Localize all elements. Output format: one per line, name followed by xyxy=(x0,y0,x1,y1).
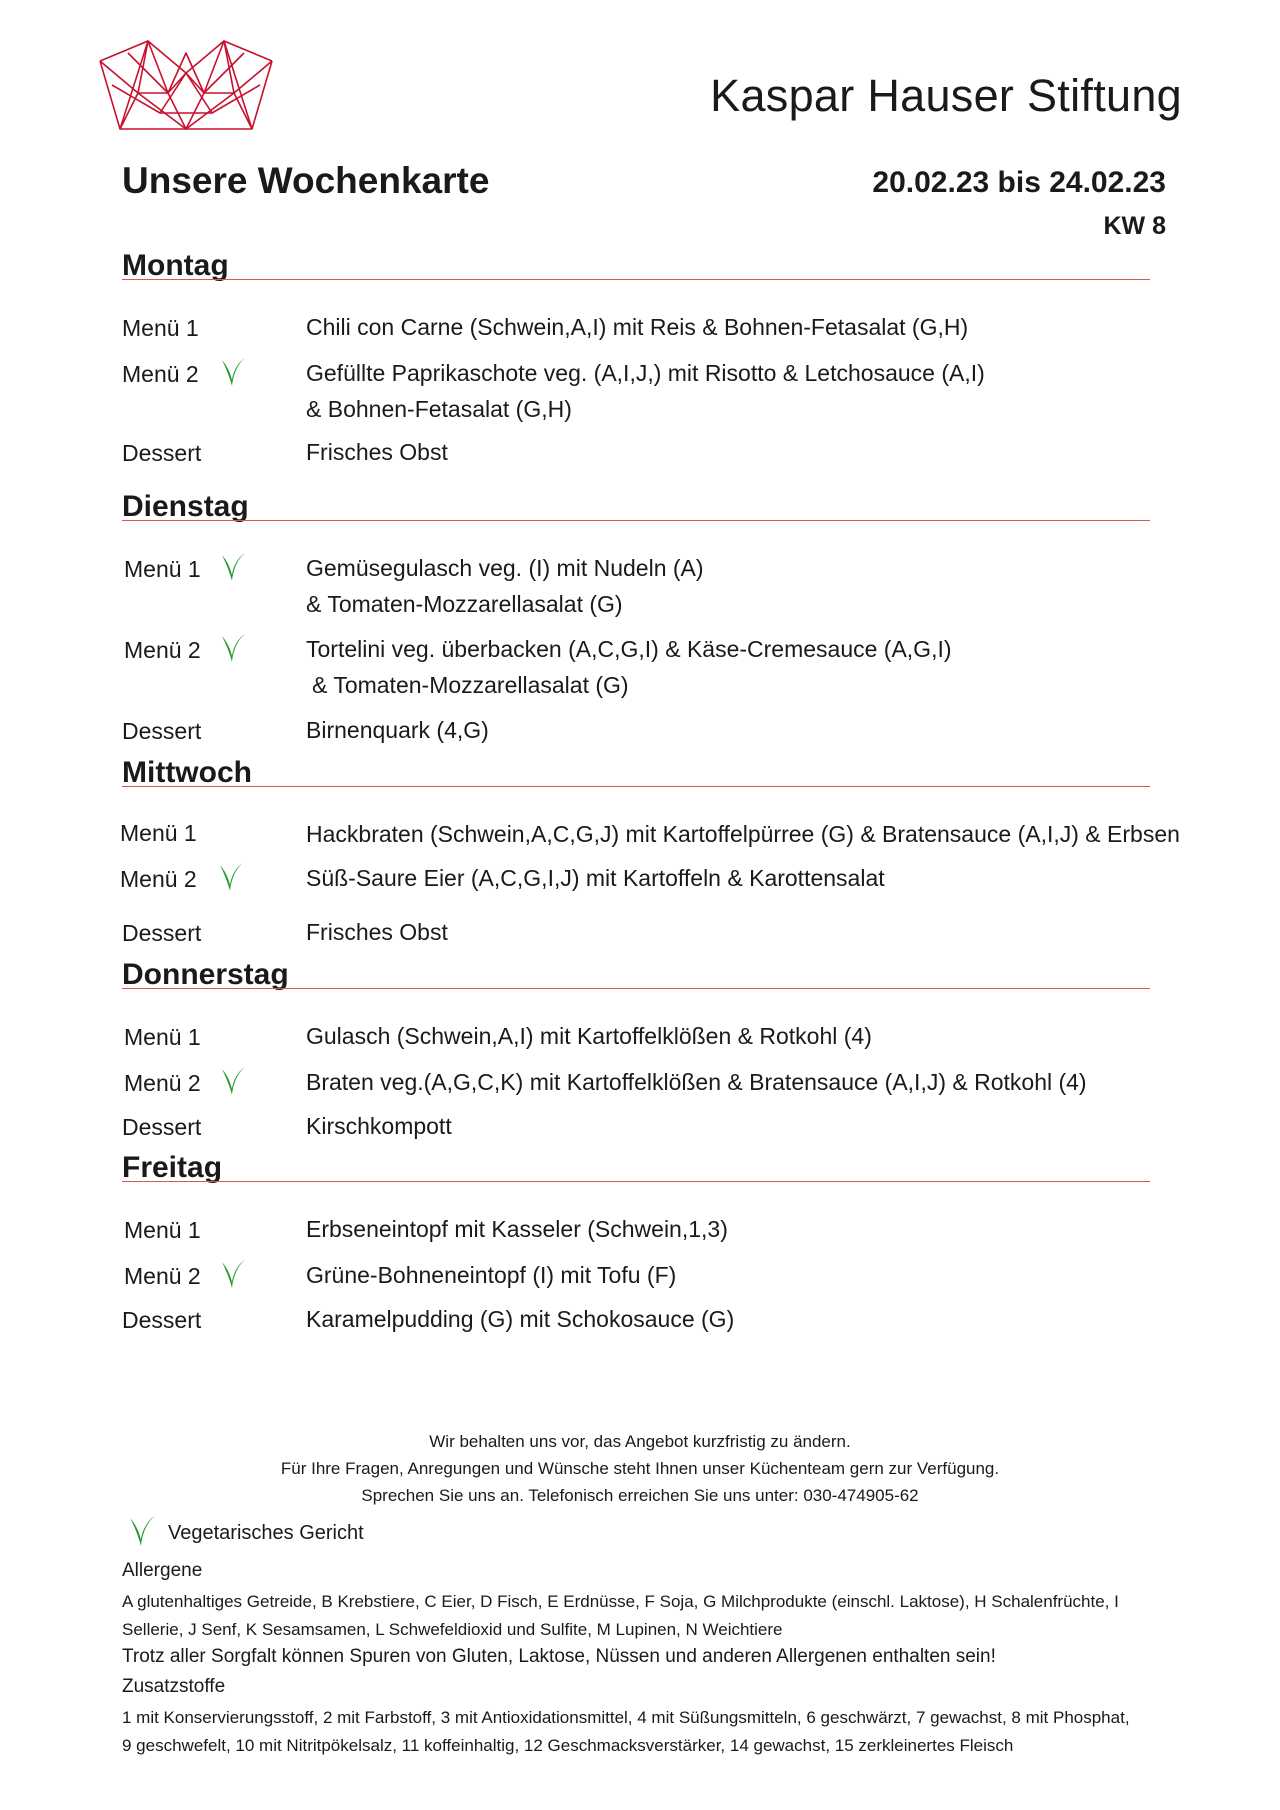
footer-note: Wir behalten uns vor, das Angebot kurzfristig zu ändern. xyxy=(429,1432,851,1451)
dish-line: & Tomaten-Mozzarellasalat (G) xyxy=(312,672,629,698)
dish-line: Tortelini veg. überbacken (A,C,G,I) & Käse-Cremesauce (A,G,I) xyxy=(306,636,952,662)
footer-note: Sprechen Sie uns an. Telefonisch erreichen Sie uns unter: 030-474905-62 xyxy=(361,1486,919,1505)
leaf-sprout-icon xyxy=(220,632,246,664)
day-heading: Mittwoch xyxy=(122,756,252,789)
menu-label: Menü 2 xyxy=(124,1263,201,1289)
day-divider xyxy=(122,1181,1150,1182)
dessert-label: Dessert xyxy=(122,440,202,466)
dessert-label: Dessert xyxy=(122,1114,202,1140)
additives-heading: Zusatzstoffe xyxy=(122,1676,226,1697)
day-heading: Donnerstag xyxy=(122,958,289,991)
allergens-line: A glutenhaltiges Getreide, B Krebstiere, C Eier, D Fisch, E Erdnüsse, F Soja, G Milchprodukte (einschl. Laktose), H Schalenfrüchte, I xyxy=(122,1592,1119,1611)
dish-description xyxy=(306,1108,452,1144)
dish-description xyxy=(306,1064,1087,1100)
calendar-week: KW 8 xyxy=(1103,212,1166,240)
dish-line: Birnenquark (4,G) xyxy=(306,717,489,743)
legend-label: Vegetarisches Gericht xyxy=(168,1522,364,1544)
dish-line: Frisches Obst xyxy=(306,439,448,465)
menu-label: Menü 1 xyxy=(124,556,201,582)
dessert-label: Dessert xyxy=(122,1307,202,1333)
day-heading: Freitag xyxy=(122,1151,223,1184)
dish-description xyxy=(306,355,985,427)
menu-label: Menü 2 xyxy=(122,361,199,387)
crown-logo-icon xyxy=(98,33,274,133)
traces-warning: Trotz aller Sorgfalt können Spuren von Gluten, Laktose, Nüssen und anderen Allergenen enthalten sein! xyxy=(122,1646,996,1667)
additives-line: 1 mit Konservierungsstoff, 2 mit Farbstoff, 3 mit Antioxidationsmittel, 4 mit Süßungsmitteln, 6 geschwärzt, 7 gewachst, 8 mit Phosphat, xyxy=(122,1708,1130,1727)
dish-description xyxy=(306,1301,734,1337)
dish-description xyxy=(306,816,1180,852)
dish-description xyxy=(306,712,489,748)
day-divider xyxy=(122,520,1150,521)
organization-name: Kaspar Hauser Stiftung xyxy=(710,70,1182,121)
dish-line: Karamelpudding (G) mit Schokosauce (G) xyxy=(306,1306,735,1332)
dish-line: & Tomaten-Mozzarellasalat (G) xyxy=(306,591,623,617)
dish-description xyxy=(306,631,952,703)
dish-line: Grüne-Bohneneintopf (I) mit Tofu (F) xyxy=(306,1262,677,1288)
dish-line: Hackbraten (Schwein,A,C,G,J) mit Kartoffelpürree (G) & Bratensauce (A,I,J) & Erbsen xyxy=(306,821,1180,847)
menu-label: Menü 1 xyxy=(124,1217,201,1243)
allergens-heading: Allergene xyxy=(122,1560,203,1581)
day-divider xyxy=(122,786,1150,787)
dish-line: Süß-Saure Eier (A,C,G,I,J) mit Kartoffeln & Karottensalat xyxy=(306,865,885,891)
leaf-sprout-icon xyxy=(220,1258,246,1290)
dessert-label: Dessert xyxy=(122,718,202,744)
leaf-sprout-icon xyxy=(220,356,246,388)
page-title: Unsere Wochenkarte xyxy=(122,160,490,201)
day-divider xyxy=(122,988,1150,989)
menu-label: Menü 2 xyxy=(120,866,197,892)
menu-label: Menü 2 xyxy=(124,1070,201,1096)
leaf-sprout-icon xyxy=(128,1514,156,1548)
menu-label: Menü 1 xyxy=(120,820,197,846)
additives-line: 9 geschwefelt, 10 mit Nitritpökelsalz, 11 koffeinhaltig, 12 Geschmacksverstärker, 14 gewachst, 15 zerkleinertes Fleisch xyxy=(122,1736,1014,1755)
dish-description xyxy=(306,550,704,622)
footer-note: Für Ihre Fragen, Anregungen und Wünsche steht Ihnen unser Küchenteam gern zur Verfügung. xyxy=(280,1459,1000,1478)
dish-description xyxy=(306,309,968,345)
dish-description xyxy=(306,1018,872,1054)
dessert-label: Dessert xyxy=(122,920,202,946)
leaf-sprout-icon xyxy=(220,551,246,583)
footer-notes xyxy=(0,1428,1280,1509)
dish-line: Kirschkompott xyxy=(306,1113,452,1139)
date-range: 20.02.23 bis 24.02.23 xyxy=(872,166,1166,199)
menu-label: Menü 1 xyxy=(124,1024,201,1050)
dish-line: Gemüsegulasch veg. (I) mit Nudeln (A) xyxy=(306,555,704,581)
dish-line: Erbseneintopf mit Kasseler (Schwein,1,3) xyxy=(306,1216,728,1242)
allergens-line: Sellerie, J Senf, K Sesamsamen, L Schwefeldioxid und Sulfite, M Lupinen, N Weichtiere xyxy=(122,1620,783,1639)
day-heading: Montag xyxy=(122,249,229,282)
dish-description xyxy=(306,860,885,896)
dish-description xyxy=(306,1211,728,1247)
leaf-sprout-icon xyxy=(218,861,244,893)
dish-line: Chili con Carne (Schwein,A,I) mit Reis & Bohnen-Fetasalat (G,H) xyxy=(306,314,969,340)
dish-description xyxy=(306,914,448,950)
day-divider xyxy=(122,279,1150,280)
dish-description xyxy=(306,434,448,470)
menu-label: Menü 2 xyxy=(124,637,201,663)
menu-label: Menü 1 xyxy=(122,315,199,341)
dish-line: Braten veg.(A,G,C,K) mit Kartoffelklößen & Bratensauce (A,I,J) & Rotkohl (4) xyxy=(306,1069,1087,1095)
dish-description xyxy=(306,1257,676,1293)
dish-line: Frisches Obst xyxy=(306,919,448,945)
dish-line: & Bohnen-Fetasalat (G,H) xyxy=(306,396,572,422)
day-heading: Dienstag xyxy=(122,490,249,523)
leaf-sprout-icon xyxy=(220,1065,246,1097)
dish-line: Gefüllte Paprikaschote veg. (A,I,J,) mit Risotto & Letchosauce (A,I) xyxy=(306,360,985,386)
dish-line: Gulasch (Schwein,A,I) mit Kartoffelklößen & Rotkohl (4) xyxy=(306,1023,872,1049)
